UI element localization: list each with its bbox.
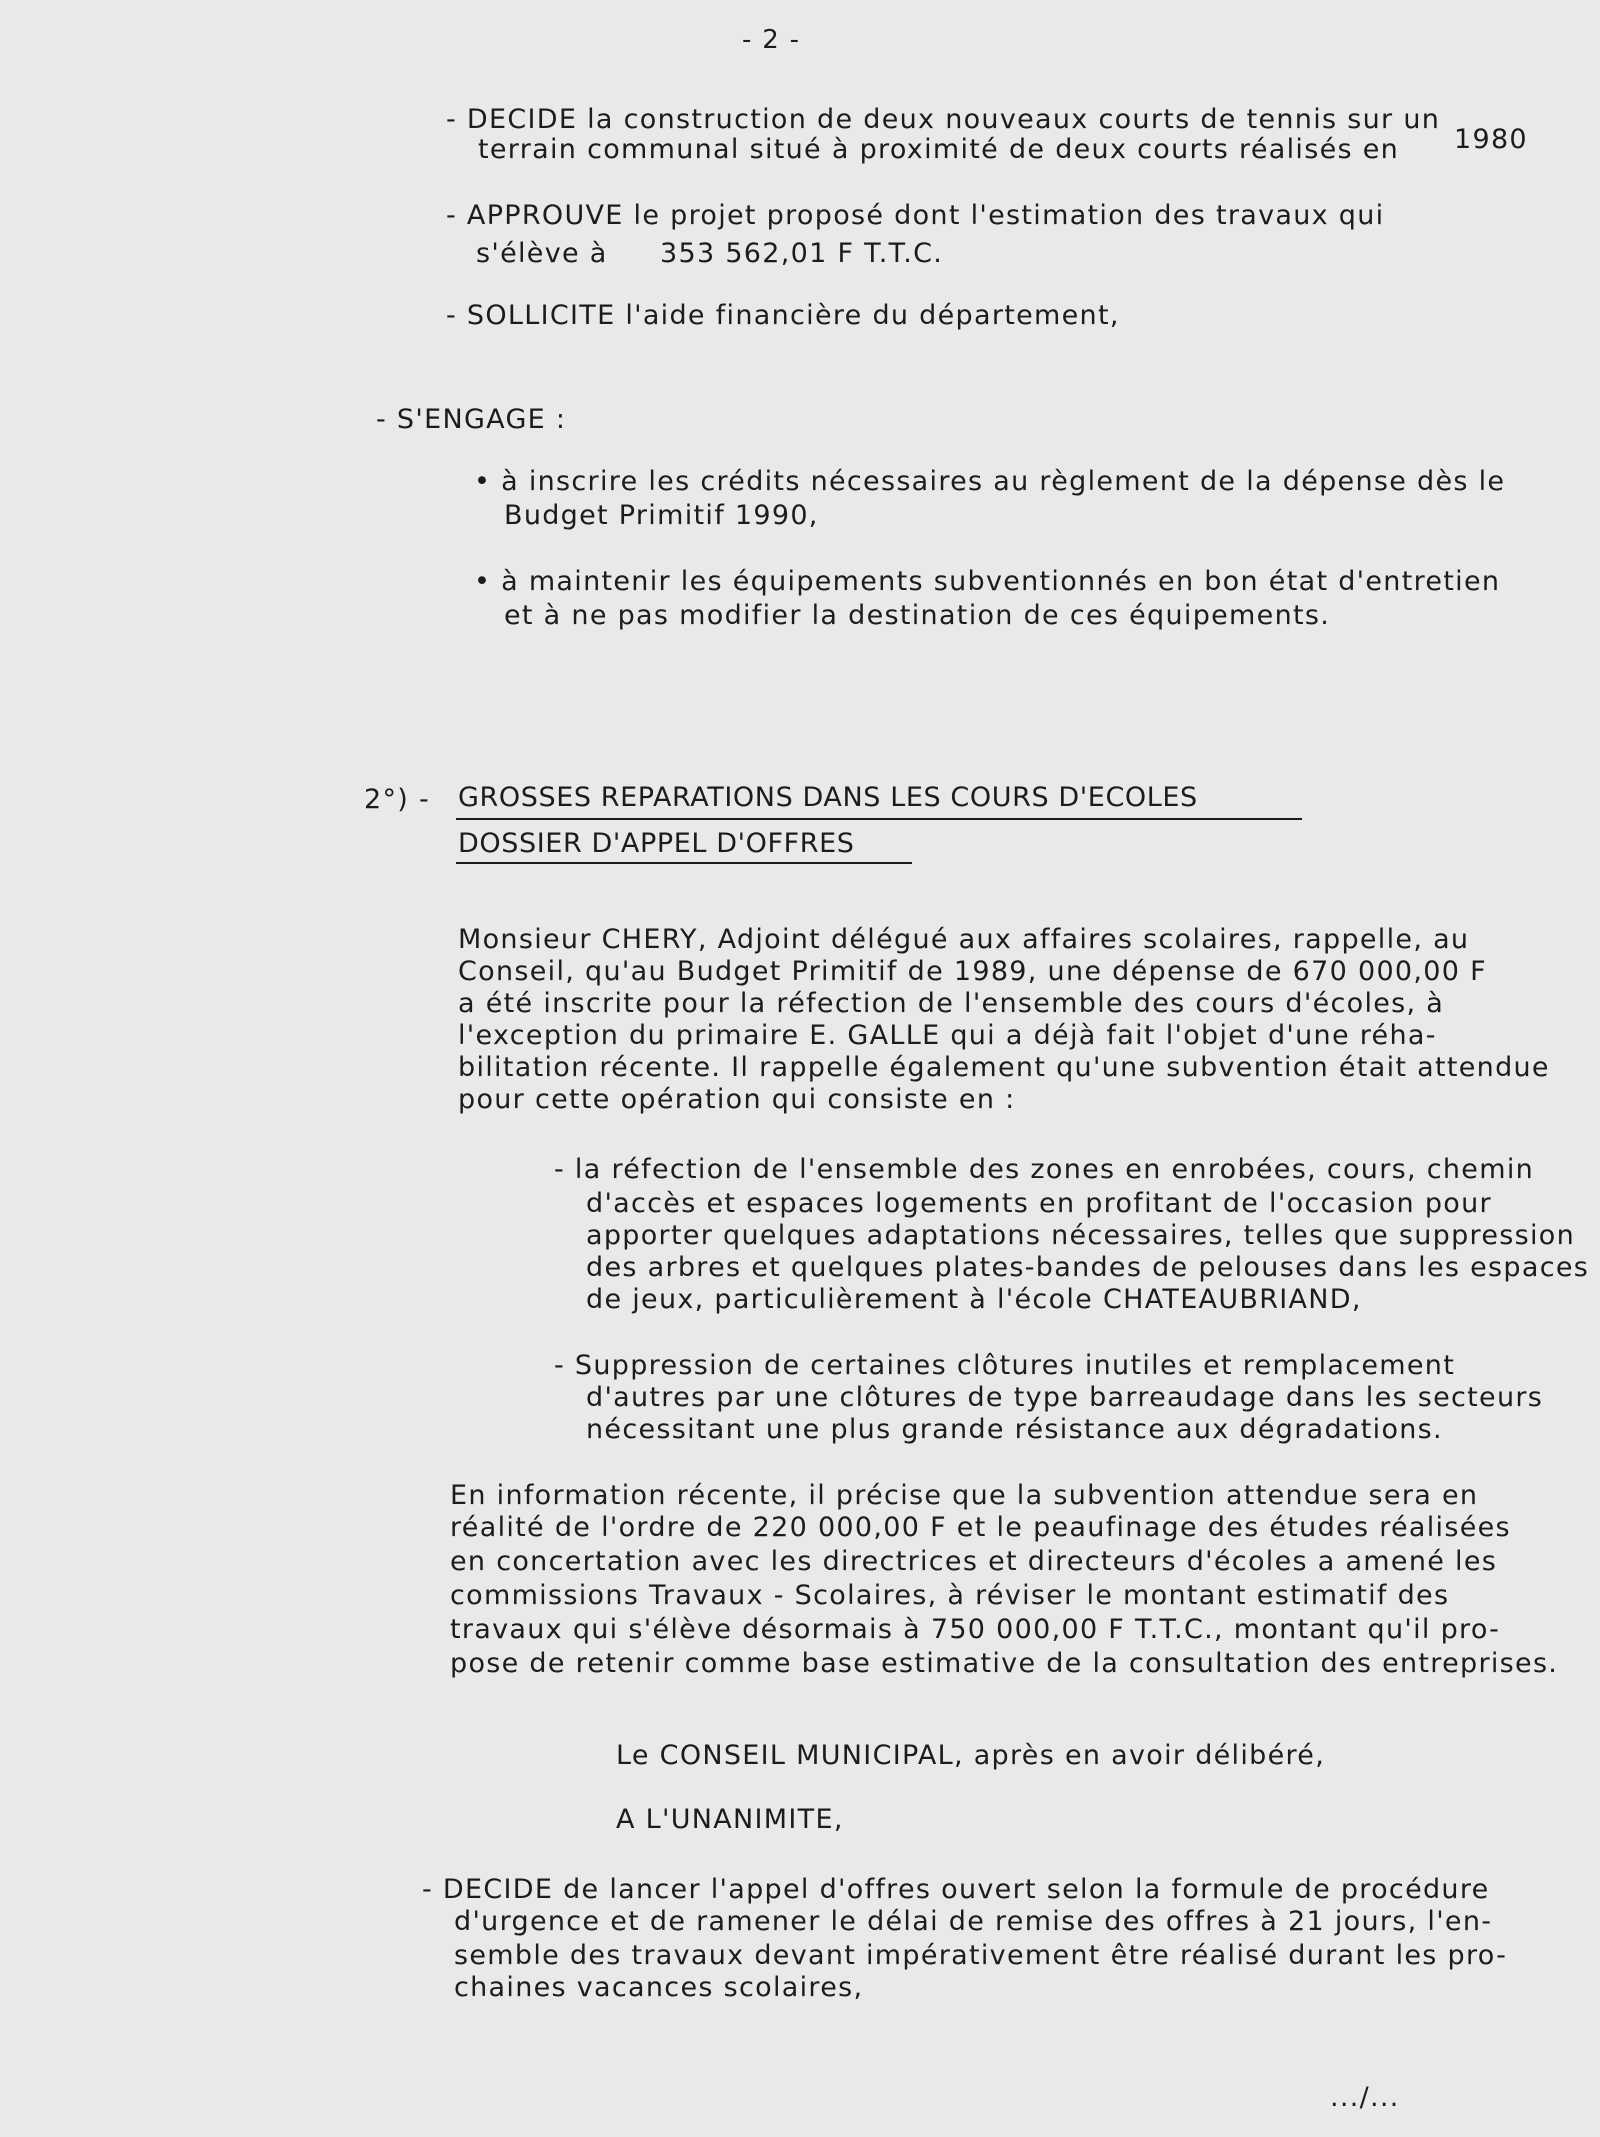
para-1-line-3: a été inscrite pour la réfection de l'ensemble des cours d'écoles, à [458, 988, 1445, 1019]
decide-2-line-1: - DECIDE de lancer l'appel d'offres ouvert selon la formule de procédure [422, 1874, 1490, 1905]
item-2-line-2: d'autres par une clôtures de type barreaudage dans les secteurs [586, 1382, 1544, 1413]
decide-2-line-2: d'urgence et de ramener le délai de remise des offres à 21 jours, l'en- [454, 1906, 1493, 1937]
page-number: - 2 - [742, 25, 801, 55]
item-1-line-5: de jeux, particulièrement à l'école CHATEAUBRIAND, [586, 1284, 1362, 1315]
para-1-line-4: l'exception du primaire E. GALLE qui a déjà fait l'objet d'une réha- [458, 1020, 1437, 1051]
para-2-line-2: réalité de l'ordre de 220 000,00 F et le peaufinage des études réalisées [450, 1512, 1511, 1543]
item-2-line-3: nécessitant une plus grande résistance aux dégradations. [586, 1414, 1443, 1445]
conseil-line: Le CONSEIL MUNICIPAL, après en avoir délibéré, [616, 1740, 1326, 1771]
approuve-line-1: - APPROUVE le projet proposé dont l'estimation des travaux qui [446, 200, 1385, 231]
section-2-title-line-1: GROSSES REPARATIONS DANS LES COURS D'ECOLES [458, 782, 1198, 813]
para-1-line-2: Conseil, qu'au Budget Primitif de 1989, une dépense de 670 000,00 F [458, 956, 1487, 987]
section-2-number: 2°) - [364, 784, 431, 815]
item-1-line-2: d'accès et espaces logements en profitant de l'occasion pour [586, 1188, 1492, 1219]
item-1-line-3: apporter quelques adaptations nécessaires, telles que suppression [586, 1220, 1576, 1251]
decide-year: 1980 [1454, 124, 1528, 155]
item-1-line-1: - la réfection de l'ensemble des zones en enrobées, cours, chemin [554, 1154, 1535, 1185]
para-1-line-6: pour cette opération qui consiste en : [458, 1084, 1016, 1115]
bullet-1-line-1: • à inscrire les crédits nécessaires au règlement de la dépense dès le [474, 466, 1506, 497]
para-1-line-1: Monsieur CHERY, Adjoint délégué aux affaires scolaires, rappelle, au [458, 924, 1470, 955]
decide-2-line-3: semble des travaux devant impérativement être réalisé durant les pro- [454, 1940, 1508, 1971]
unanimite-line: A L'UNANIMITE, [616, 1804, 844, 1835]
decide-2-line-4: chaines vacances scolaires, [454, 1972, 864, 2003]
sengage-line: - S'ENGAGE : [376, 404, 567, 435]
approuve-line-2: s'élève à [476, 238, 608, 269]
sollicite-line: - SOLLICITE l'aide financière du département, [446, 300, 1120, 331]
para-2-line-4: commissions Travaux - Scolaires, à réviser le montant estimatif des [450, 1580, 1450, 1611]
decide-line-1: - DECIDE la construction de deux nouveaux courts de tennis sur un [446, 104, 1441, 135]
para-2-line-6: pose de retenir comme base estimative de la consultation des entreprises. [450, 1648, 1559, 1679]
para-2-line-3: en concertation avec les directrices et directeurs d'écoles a amené les [450, 1546, 1498, 1577]
para-1-line-5: bilitation récente. Il rappelle également qu'une subvention était attendue [458, 1052, 1550, 1083]
decide-line-2: terrain communal situé à proximité de deux courts réalisés en [478, 134, 1400, 165]
item-1-line-4: des arbres et quelques plates-bandes de pelouses dans les espaces [586, 1252, 1590, 1283]
bullet-1-line-2: Budget Primitif 1990, [504, 500, 819, 531]
para-2-line-1: En information récente, il précise que la subvention attendue sera en [450, 1480, 1479, 1511]
section-2-title-line-2: DOSSIER D'APPEL D'OFFRES [458, 828, 855, 859]
title-underline-2 [456, 862, 912, 864]
title-underline-1 [456, 818, 1302, 820]
approuve-amount: 353 562,01 F T.T.C. [660, 238, 944, 269]
item-2-line-1: - Suppression de certaines clôtures inutiles et remplacement [554, 1350, 1456, 1381]
bullet-2-line-2: et à ne pas modifier la destination de ces équipements. [504, 600, 1331, 631]
para-2-line-5: travaux qui s'élève désormais à 750 000,00 F T.T.C., montant qu'il pro- [450, 1614, 1501, 1645]
bullet-2-line-1: • à maintenir les équipements subventionnés en bon état d'entretien [474, 566, 1501, 597]
continuation-marker: .../... [1330, 2082, 1400, 2113]
